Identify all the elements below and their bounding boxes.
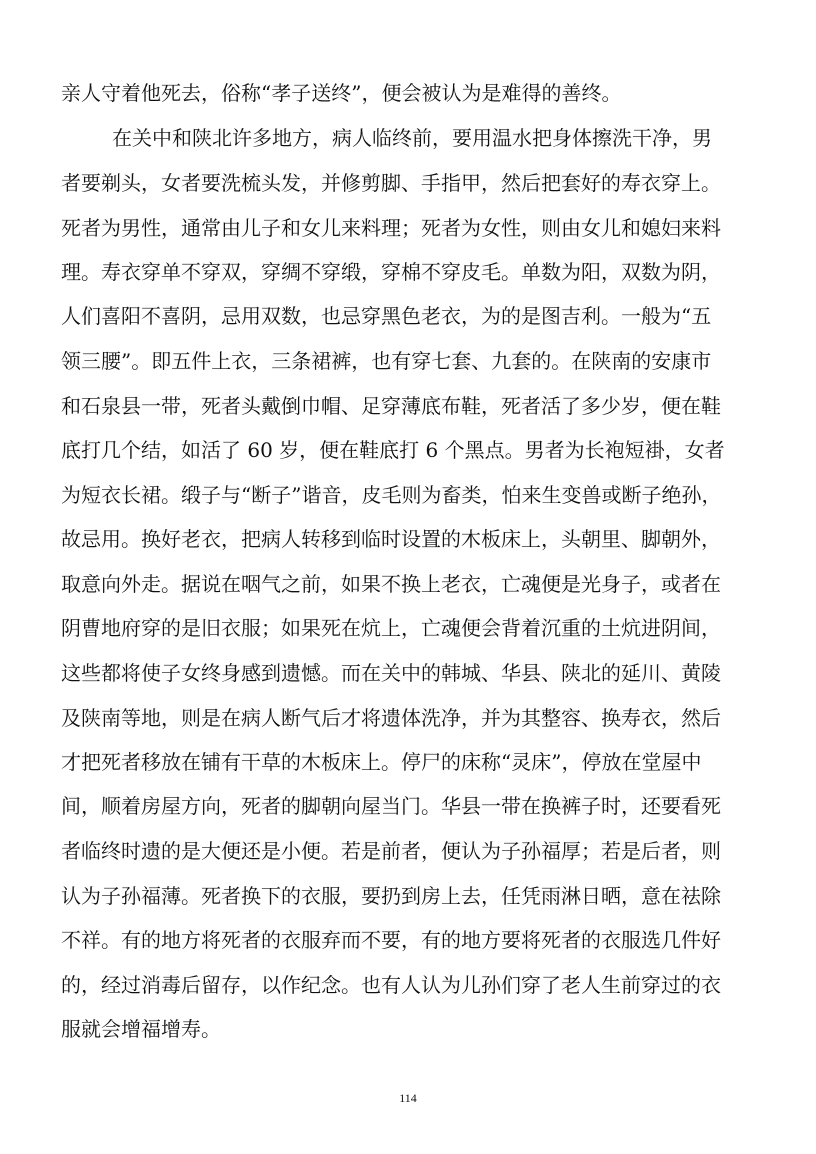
text-line: 者要剃头，女者要洗梳头发，并修剪脚、手指甲，然后把套好的寿衣穿上。 xyxy=(61,171,721,195)
text-line: 亲人守着他死去，俗称“孝子送终”，便会被认为是难得的善终。 xyxy=(61,81,622,105)
text-line: 认为子孙福薄。死者换下的衣服，要扔到房上去，任凭雨淋日晒，意在祛除 xyxy=(61,884,721,908)
text-line: 理。寿衣穿单不穿双，穿绸不穿缎，穿棉不穿皮毛。单数为阳，双数为阴， xyxy=(61,260,721,284)
text-line: 死者为男性，通常由儿子和女儿来料理；死者为女性，则由女儿和媳妇来料 xyxy=(61,216,721,240)
text-line: 者临终时遗的是大便还是小便。若是前者，便认为子孙福厚；若是后者，则 xyxy=(61,839,721,863)
text-line: 不祥。有的地方将死者的衣服弃而不要，有的地方要将死者的衣服选几件好 xyxy=(61,928,721,952)
text-line: 和石泉县一带，死者头戴倒巾帽、足穿薄底布鞋，死者活了多少岁，便在鞋 xyxy=(61,394,721,418)
text-line: 阴曹地府穿的是旧衣服；如果死在炕上，亡魂便会背着沉重的土炕进阴间， xyxy=(61,616,721,640)
text-line: 及陕南等地，则是在病人断气后才将遗体洗净，并为其整容、换寿衣，然后 xyxy=(61,706,721,730)
text-line: 为短衣长裙。缎子与“断子”谐音，皮毛则为畜类，怕来生变兽或断子绝孙， xyxy=(61,483,722,507)
page-number: 114 xyxy=(399,1091,417,1105)
text-line: 领三腰”。即五件上衣，三条裙裤，也有穿七套、九套的。在陕南的安康市 xyxy=(61,349,712,373)
text-line: 底打几个结，如活了 60 岁，便在鞋底打 6 个黑点。男者为长袍短褂，女者 xyxy=(61,438,725,462)
text-line: 服就会增福增寿。 xyxy=(61,1017,221,1041)
text-line: 这些都将使子女终身感到遗憾。而在关中的韩城、华县、陕北的延川、黄陵 xyxy=(61,661,721,685)
text-line: 人们喜阳不喜阴，忌用双数，也忌穿黑色老衣，为的是图吉利。一般为“五 xyxy=(61,304,712,328)
paragraph-first-line: 在关中和陕北许多地方，病人临终前，要用温水把身体擦洗干净，男 xyxy=(112,126,712,150)
text-line: 的，经过消毒后留存，以作纪念。也有人认为儿孙们穿了老人生前穿过的衣 xyxy=(61,973,721,997)
text-line: 故忌用。换好老衣，把病人转移到临时设置的木板床上，头朝里、脚朝外， xyxy=(61,527,721,551)
text-line: 取意向外走。据说在咽气之前，如果不换上老衣，亡魂便是光身子，或者在 xyxy=(61,572,721,596)
text-line: 才把死者移放在铺有干草的木板床上。停尸的床称“灵床”，停放在堂屋中 xyxy=(61,750,702,774)
text-line: 间，顺着房屋方向，死者的脚朝向屋当门。华县一带在换裤子时，还要看死 xyxy=(61,794,721,818)
